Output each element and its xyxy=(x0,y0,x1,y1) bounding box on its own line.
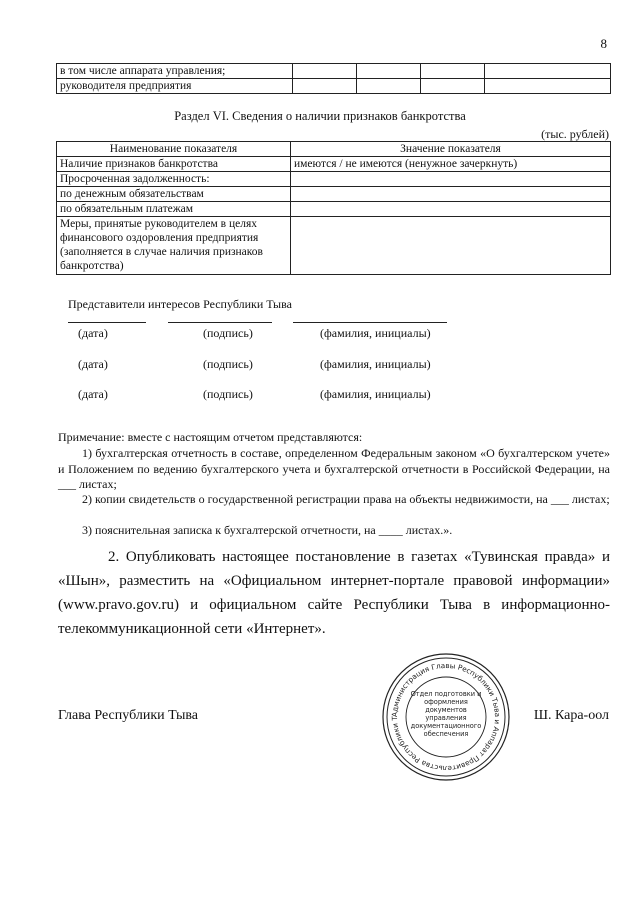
indicator-name: Просроченная задолженность: xyxy=(57,172,291,187)
stamp-center-text: Отдел подготовки и оформления документов управления документационного обеспечения xyxy=(410,690,482,738)
indicator-name: Меры, принятые руководителем в целях финансового оздоровления предприятия (заполняется в случае наличия признаков банкротства) xyxy=(57,217,291,275)
table-row xyxy=(57,217,611,275)
table-row xyxy=(57,172,611,187)
signature-line xyxy=(68,322,146,323)
date-label: (дата) xyxy=(78,357,108,371)
signature-label: (подпись) xyxy=(203,326,253,340)
indicator-name: по обязательным платежам xyxy=(57,202,291,217)
page-number: 8 xyxy=(600,36,607,51)
column-header: Значение показателя xyxy=(291,142,611,157)
signature-label: (подпись) xyxy=(203,357,253,371)
table-header-row xyxy=(57,142,611,157)
table-row xyxy=(57,79,611,94)
table-row xyxy=(57,157,611,172)
table-cell: в том числе аппарата управления; xyxy=(57,64,293,79)
indicator-value xyxy=(291,172,611,187)
column-header: Наименование показателя xyxy=(57,142,291,157)
note-item: 2) копии свидетельств о государственной регистрации права на объекты недвижимости, на ___ листах; xyxy=(82,492,610,506)
units-label: (тыс. рублей) xyxy=(541,127,609,141)
indicator-name: Наличие признаков банкротства xyxy=(57,157,291,172)
representatives-title: Представители интересов Республики Тыва xyxy=(68,297,292,311)
name-label: (фамилия, инициалы) xyxy=(320,357,431,371)
note-item: 1) бухгалтерская отчетность в составе, определенном Федеральным законом «О бухгалтерском учете» и Положением по ведению бухгалтерского учета и бухгалтерской отчетности в Российской Федерации, на ___ листах; xyxy=(58,446,610,491)
signatory-title: Глава Республики Тыва xyxy=(58,708,199,723)
signature-line xyxy=(168,322,272,323)
indicator-name: по денежным обязательствам xyxy=(57,187,291,202)
note-item: 3) пояснительная записка к бухгалтерской отчетности, на ____ листах.». xyxy=(82,523,453,537)
name-label: (фамилия, инициалы) xyxy=(320,326,431,340)
signatory-name: Ш. Кара-оол xyxy=(533,708,609,723)
indicator-value xyxy=(291,202,611,217)
bankruptcy-table xyxy=(56,141,611,275)
date-label: (дата) xyxy=(78,326,108,340)
stamp-graphic xyxy=(381,652,511,782)
section-title: Раздел VI. Сведения о наличии признаков банкротства xyxy=(174,109,466,123)
table-row xyxy=(57,187,611,202)
official-stamp xyxy=(381,652,511,782)
signature-line xyxy=(293,322,447,323)
indicator-value xyxy=(291,187,611,202)
stamp-ring-text: Администрация Главы Республики Тыва и Аппарат Правительства Республики Т xyxy=(389,660,503,774)
table-row xyxy=(57,64,611,79)
date-label: (дата) xyxy=(78,387,108,401)
continuation-table xyxy=(56,63,611,94)
note-intro: Примечание: вместе с настоящим отчетом представляются: xyxy=(58,430,363,444)
indicator-value: имеются / не имеются (ненужное зачеркнуть) xyxy=(291,157,611,172)
table-row xyxy=(57,202,611,217)
indicator-value xyxy=(291,217,611,275)
name-label: (фамилия, инициалы) xyxy=(320,387,431,401)
resolution-paragraph: 2. Опубликовать настоящее постановление в газетах «Тувинская правда» и «Шын», разместить на «Официальном интернет-портале правовой информации» (www.pravo.gov.ru) и официальном сайте Республики Тыва в информационно-телекоммуникационной сети «Интернет». xyxy=(58,549,610,637)
signature-label: (подпись) xyxy=(203,387,253,401)
table-cell: руководителя предприятия xyxy=(57,79,293,94)
